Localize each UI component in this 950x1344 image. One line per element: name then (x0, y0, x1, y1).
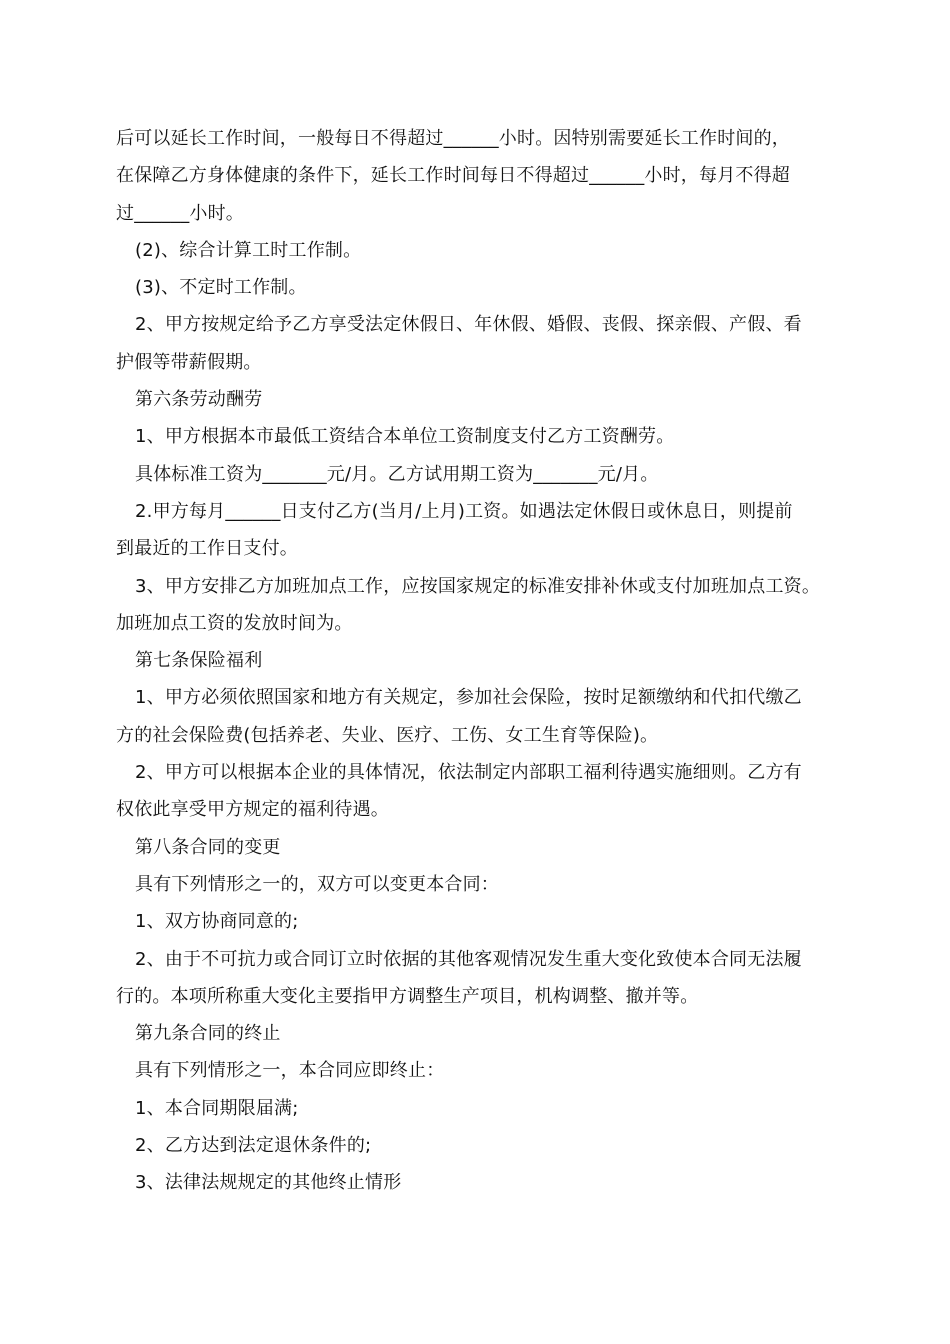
text-line: 具体标准工资为_______元/月。乙方试用期工资为_______元/月。 (135, 463, 659, 485)
text-line: 具有下列情形之一，本合同应即终止： (135, 1060, 445, 1082)
text-line: 具有下列情形之一的，双方可以变更本合同： (135, 873, 499, 895)
text-line: 3、法律法规规定的其他终止情形 (135, 1172, 402, 1194)
text-line: 过______小时。 (116, 202, 244, 224)
text-line: 行的。本项所称重大变化主要指甲方调整生产项目，机构调整、撤并等。 (116, 985, 699, 1007)
text-line: 2、乙方达到法定退休条件的; (135, 1135, 372, 1157)
text-line: 到最近的工作日支付。 (116, 538, 298, 560)
text-line: 1、本合同期限届满; (135, 1097, 299, 1119)
section-heading: 第六条劳动酬劳 (135, 389, 263, 411)
section-heading: 第八条合同的变更 (135, 836, 281, 858)
text-line: 2、由于不可抗力或合同订立时依据的其他客观情况发生重大变化致使本合同无法履 (135, 948, 802, 970)
text-line: 方的社会保险费(包括养老、失业、医疗、工伤、女工生育等保险)。 (116, 724, 659, 746)
text-line: 3、甲方安排乙方加班加点工作，应按国家规定的标准安排补休或支付加班加点工资。 (135, 575, 821, 597)
section-heading: 第九条合同的终止 (135, 1023, 281, 1045)
text-line: 1、双方协商同意的; (135, 911, 299, 933)
text-line: 后可以延长工作时间，一般每日不得超过______小时。因特别需要延长工作时间的， (116, 128, 790, 149)
text-line: 2、甲方按规定给予乙方享受法定休假日、年休假、婚假、丧假、探亲假、产假、看 (135, 314, 802, 336)
section-heading: 第七条保险福利 (135, 650, 263, 672)
text-line: 加班加点工资的发放时间为。 (116, 612, 353, 634)
text-line: 2、甲方可以根据本企业的具体情况，依法制定内部职工福利待遇实施细则。乙方有 (135, 762, 802, 784)
text-line: 1、甲方根据本市最低工资结合本单位工资制度支付乙方工资酬劳。 (135, 426, 675, 448)
text-line: 护假等带薪假期。 (116, 351, 262, 373)
text-line: 权依此享受甲方规定的福利待遇。 (116, 799, 389, 821)
text-line: 在保障乙方身体健康的条件下，延长工作时间每日不得超过______小时，每月不得超 (116, 165, 790, 187)
text-line: 1、甲方必须依照国家和地方有关规定，参加社会保险，按时足额缴纳和代扣代缴乙 (135, 687, 802, 709)
text-line: (2)、综合计算工时工作制。 (135, 239, 362, 261)
document-body (116, 120, 860, 1202)
text-line: (3)、不定时工作制。 (135, 277, 307, 299)
text-line: 2.甲方每月______日支付乙方(当月/上月)工资。如遇法定休假日或休息日，则提前 (135, 500, 793, 522)
